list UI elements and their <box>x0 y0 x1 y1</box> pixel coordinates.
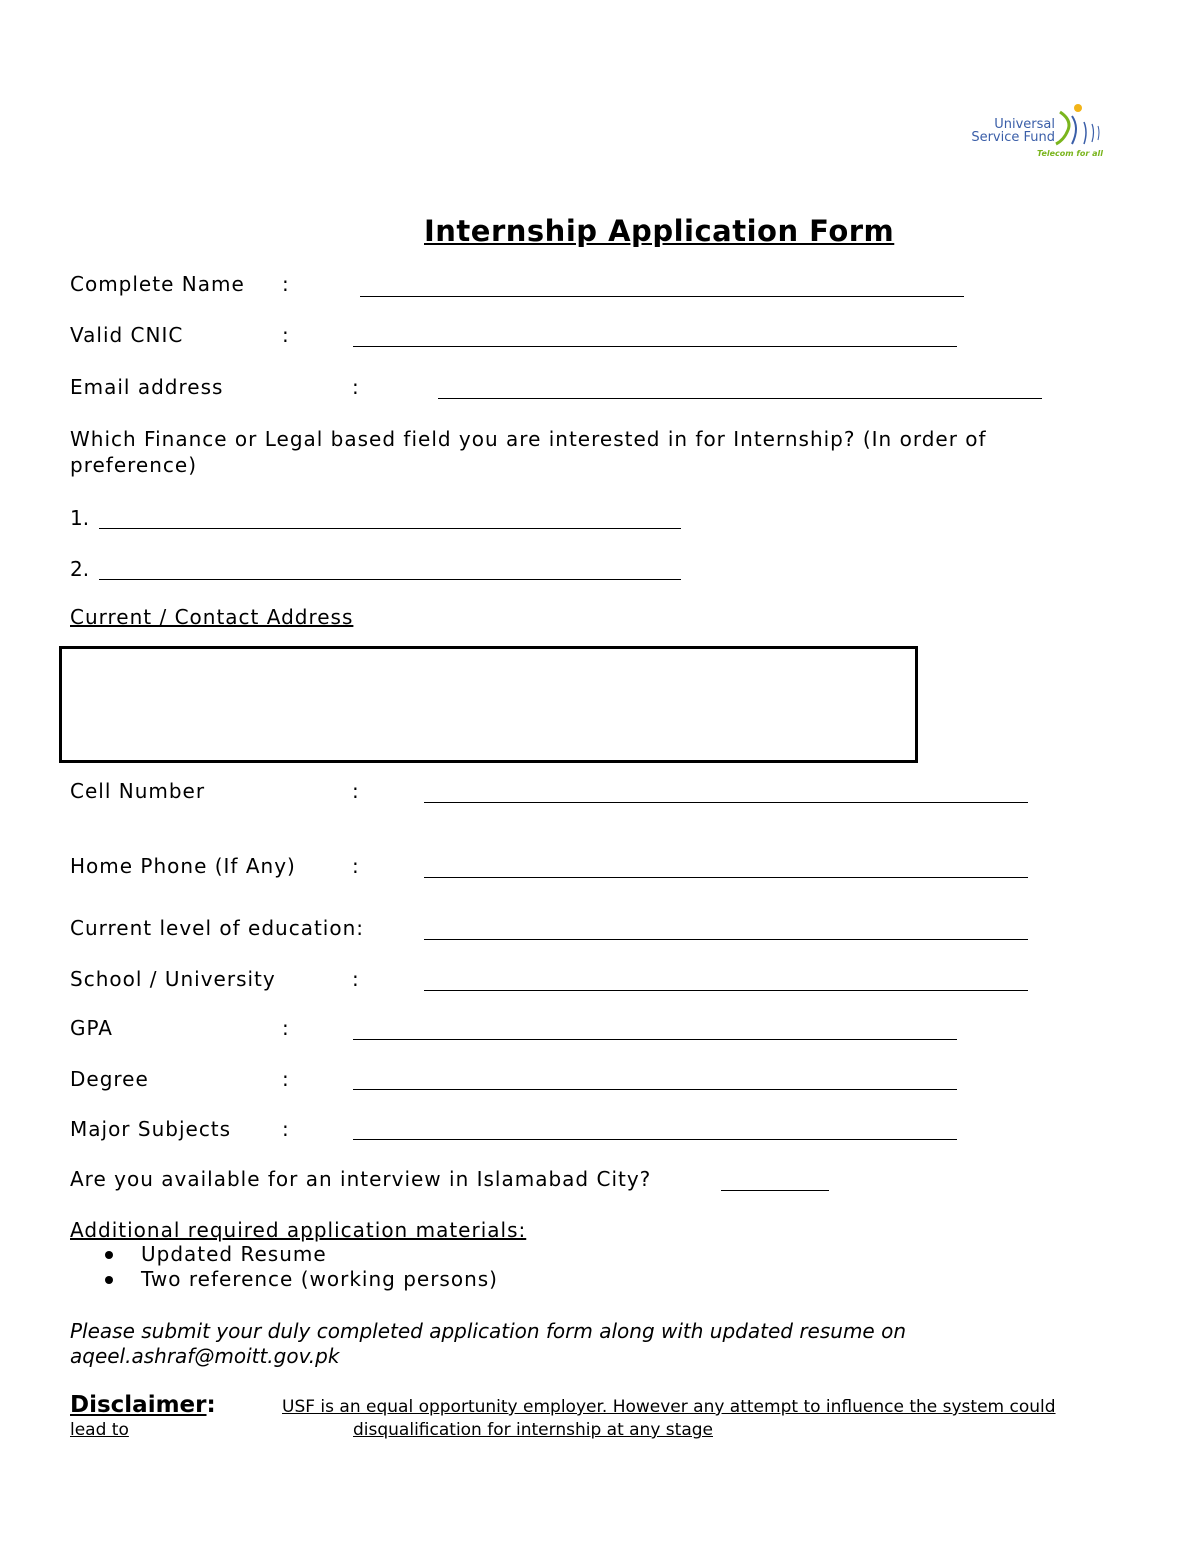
email-colon: : <box>352 375 359 399</box>
complete-name-input-line[interactable] <box>360 296 964 297</box>
major-subjects-input-line[interactable] <box>353 1139 957 1140</box>
cnic-colon: : <box>282 323 289 347</box>
interview-answer-line[interactable] <box>721 1190 829 1191</box>
cell-colon: : <box>352 779 359 803</box>
disclaimer-heading: Disclaimer <box>70 1392 207 1418</box>
cnic-input-line[interactable] <box>353 346 957 347</box>
logo-line1: Universal <box>994 117 1055 132</box>
interest-item-1-number: 1. <box>70 506 90 530</box>
major-subjects-colon: : <box>282 1117 289 1141</box>
cnic-label: Valid CNIC <box>70 323 184 347</box>
disclaimer-text-2: lead to <box>70 1420 129 1440</box>
degree-colon: : <box>282 1067 289 1091</box>
interest-question: Which Finance or Legal based field you are interested in for Internship? (In order of <box>70 427 987 451</box>
bullet-icon <box>105 1251 113 1259</box>
email-label: Email address <box>70 375 224 399</box>
interest-item-2-input-line[interactable] <box>99 579 681 580</box>
bullet-icon <box>105 1276 113 1284</box>
interview-question: Are you available for an interview in Islamabad City? <box>70 1167 652 1191</box>
school-colon: : <box>352 967 359 991</box>
address-input-box[interactable] <box>59 646 918 763</box>
submit-email[interactable]: aqeel.ashraf@moitt.gov.pk <box>70 1344 340 1368</box>
disclaimer-text-3: disqualification for internship at any stage <box>353 1420 713 1440</box>
form-title: Internship Application Form <box>424 214 895 248</box>
cell-input-line[interactable] <box>424 802 1028 803</box>
school-label: School / University <box>70 967 276 991</box>
degree-label: Degree <box>70 1067 149 1091</box>
disclaimer-text-1: USF is an equal opportunity employer. However any attempt to influence the system could <box>282 1397 1056 1417</box>
email-input-line[interactable] <box>438 398 1042 399</box>
usf-logo <box>960 100 1110 162</box>
home-phone-colon: : <box>352 854 359 878</box>
interest-question-cont: preference) <box>70 453 197 477</box>
gpa-colon: : <box>282 1016 289 1040</box>
education-label: Current level of education: <box>70 916 365 940</box>
submit-instruction: Please submit your duly completed application form along with updated resume on <box>70 1319 906 1343</box>
gpa-label: GPA <box>70 1016 113 1040</box>
school-input-line[interactable] <box>424 990 1028 991</box>
complete-name-label: Complete Name <box>70 272 245 296</box>
cell-label: Cell Number <box>70 779 206 803</box>
disclaimer-colon: : <box>206 1392 216 1418</box>
interest-item-1-input-line[interactable] <box>99 528 681 529</box>
materials-item-2: Two reference (working persons) <box>141 1267 498 1291</box>
home-phone-input-line[interactable] <box>424 877 1028 878</box>
materials-item-1: Updated Resume <box>141 1242 327 1266</box>
materials-heading: Additional required application materials: <box>70 1218 527 1242</box>
logo-line2: Service Fund <box>971 130 1055 145</box>
interest-item-2-number: 2. <box>70 557 90 581</box>
complete-name-colon: : <box>282 272 289 296</box>
education-input-line[interactable] <box>424 939 1028 940</box>
gpa-input-line[interactable] <box>353 1039 957 1040</box>
home-phone-label: Home Phone (If Any) <box>70 854 296 878</box>
degree-input-line[interactable] <box>353 1089 957 1090</box>
major-subjects-label: Major Subjects <box>70 1117 232 1141</box>
address-heading: Current / Contact Address <box>70 605 354 629</box>
logo-tagline: Telecom for all <box>1037 149 1103 158</box>
